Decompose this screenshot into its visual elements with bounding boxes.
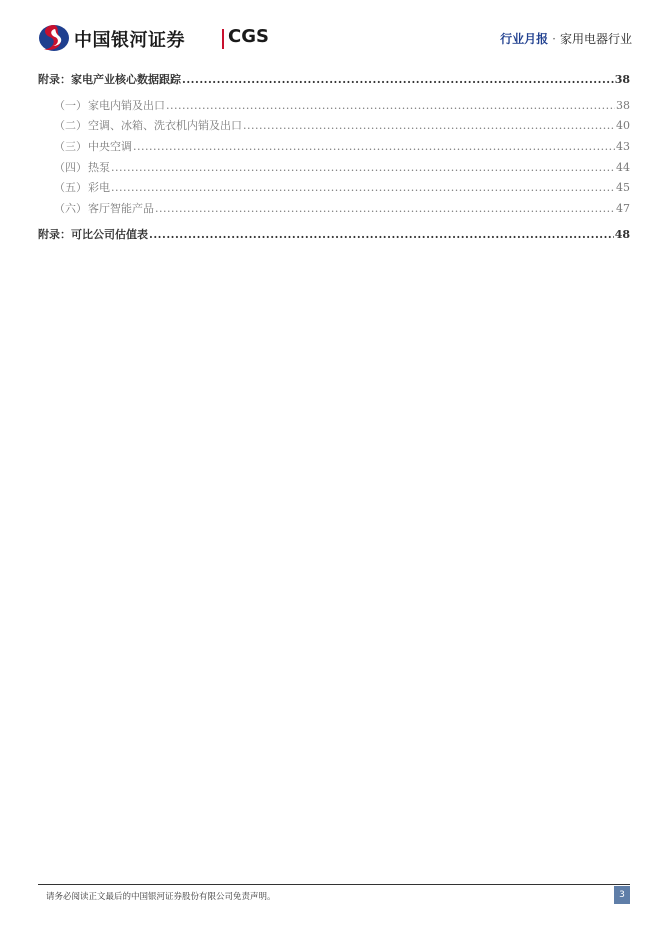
- footer-divider: [38, 884, 630, 885]
- cgs-logo-icon: [38, 24, 70, 52]
- toc-entry-title: [38, 228, 148, 242]
- toc-entry-page: 40: [616, 119, 630, 132]
- page-header: [38, 22, 632, 58]
- toc-dot-leader: [111, 181, 615, 195]
- toc-entry-label: 家电内销及出口: [88, 99, 165, 112]
- toc-entry-title: [54, 181, 110, 195]
- toc-dot-leader: [166, 99, 615, 113]
- toc-entry-label: 中央空调: [88, 140, 132, 153]
- toc-entry-title: [54, 161, 110, 175]
- toc-entry-label: 热泵: [88, 161, 110, 174]
- toc-entry[interactable]: [38, 119, 630, 133]
- footer-disclaimer: 请务必阅读正文最后的中国银河证券股份有限公司免责声明。: [46, 892, 276, 902]
- logo-english-text: CGS: [228, 26, 269, 47]
- toc-entry[interactable]: [38, 202, 630, 216]
- toc-entry-label: 附录：家电产业核心数据跟踪: [38, 73, 181, 86]
- tagline-separator: ·: [552, 32, 556, 46]
- page-number: 3: [614, 886, 630, 904]
- toc-entry-number: （三）: [54, 140, 87, 153]
- toc-dot-leader: [155, 202, 615, 216]
- toc-entry[interactable]: [38, 73, 630, 87]
- toc-entry-page: 48: [614, 228, 630, 241]
- toc-dot-leader: [182, 73, 614, 87]
- toc-entry-page: 38: [616, 99, 630, 112]
- logo-chinese-text: 中国银河证券: [74, 30, 185, 51]
- toc-entry-title: [54, 202, 154, 216]
- toc-entry-page: 43: [616, 140, 630, 153]
- industry-name: 家用电器行业: [559, 32, 632, 46]
- toc-entry-page: 38: [614, 73, 630, 86]
- toc-dot-leader: [243, 119, 615, 133]
- toc-entry-label: 彩电: [88, 181, 110, 194]
- toc-entry-number: （五）: [54, 181, 87, 194]
- toc-entry-label: 空调、冰箱、洗衣机内销及出口: [88, 119, 242, 132]
- toc-entry-number: （四）: [54, 161, 87, 174]
- report-tagline: [500, 30, 632, 47]
- toc-entry-number: （二）: [54, 119, 87, 132]
- toc-entry-title: [54, 99, 165, 113]
- toc-entry-page: 45: [616, 181, 630, 194]
- logo-divider: [222, 29, 224, 49]
- toc-dot-leader: [149, 228, 614, 242]
- toc-entry-page: 47: [616, 202, 630, 215]
- toc-entry-page: 44: [616, 161, 630, 174]
- toc-entry[interactable]: [38, 161, 630, 175]
- toc-entry-label: 附录：可比公司估值表: [38, 228, 148, 241]
- toc-dot-leader: [111, 161, 615, 175]
- toc-entry[interactable]: [38, 181, 630, 195]
- toc-entry[interactable]: [38, 228, 630, 242]
- toc-dot-leader: [133, 140, 615, 154]
- toc-entry-title: [54, 140, 132, 154]
- toc-entry-number: （六）: [54, 202, 87, 215]
- toc-entry[interactable]: [38, 140, 630, 154]
- toc-entry-title: [38, 73, 181, 87]
- toc-entry-number: （一）: [54, 99, 87, 112]
- toc-entry-title: [54, 119, 242, 133]
- toc-entry-label: 客厅智能产品: [88, 202, 154, 215]
- report-type: 行业月报: [500, 32, 549, 46]
- toc-entry[interactable]: [38, 99, 630, 113]
